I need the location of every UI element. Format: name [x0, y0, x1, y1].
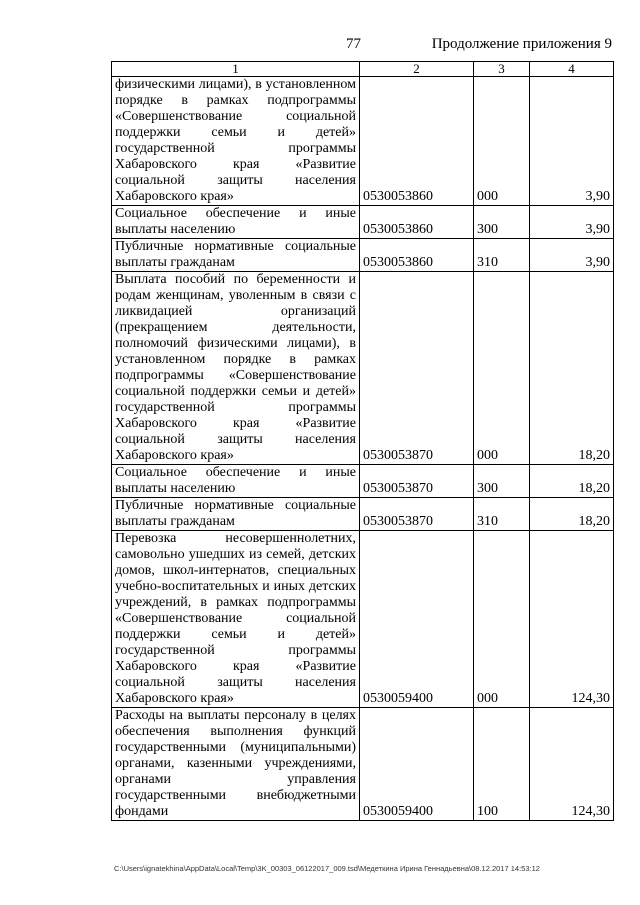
row-description: Публичные нормативные социальные выплаты гражданам [112, 239, 360, 272]
row-target-code: 0530053870 [360, 465, 474, 498]
row-expense-type: 300 [474, 465, 530, 498]
row-amount: 124,30 [530, 708, 614, 821]
row-target-code: 0530053870 [360, 498, 474, 531]
row-description: Перевозка несовершеннолетних, самовольно ушедших из семей, детских домов, школ-интернатов, специальных учебно-воспитательных и иных детских учреждений, в рамках подпрограммы «Совершенствование социальной поддержки семьи и детей» государственной программы Хабаровского края «Развитие социальной защиты населения Хабаровского края» [112, 531, 360, 708]
row-expense-type: 000 [474, 77, 530, 206]
row-expense-type: 310 [474, 498, 530, 531]
column-header: 4 [530, 62, 614, 77]
column-header: 1 [112, 62, 360, 77]
file-path-footer: C:\Users\ignatekhina\AppData\Local\Temp\3K_00303_06122017_009.tsd\Медеткина Ирина Геннадьевна\08.12.2017 14:53:12 [114, 864, 540, 873]
row-amount: 3,90 [530, 206, 614, 239]
row-amount: 124,30 [530, 531, 614, 708]
row-target-code: 0530053870 [360, 272, 474, 465]
row-target-code: 0530059400 [360, 708, 474, 821]
table-row [112, 239, 614, 272]
table-row [112, 77, 614, 206]
row-description: Социальное обеспечение и иные выплаты населению [112, 206, 360, 239]
row-amount: 3,90 [530, 77, 614, 206]
row-expense-type: 000 [474, 531, 530, 708]
table-row [112, 465, 614, 498]
table-row [112, 531, 614, 708]
row-target-code: 0530053860 [360, 77, 474, 206]
page-number: 77 [346, 36, 361, 52]
row-amount: 18,20 [530, 465, 614, 498]
table-row [112, 498, 614, 531]
column-header: 2 [360, 62, 474, 77]
table-header-row [112, 62, 614, 77]
row-description: Социальное обеспечение и иные выплаты населению [112, 465, 360, 498]
row-amount: 18,20 [530, 272, 614, 465]
row-description: Выплата пособий по беременности и родам женщинам, уволенным в связи с ликвидацией организаций (прекращением деятельности, полномочий физическими лицами), в установленном порядке в рамках подпрограммы «Совершенствование социальной поддержки семьи и детей» государственной программы Хабаровского края «Развитие социальной защиты населения Хабаровского края» [112, 272, 360, 465]
row-description: Публичные нормативные социальные выплаты гражданам [112, 498, 360, 531]
row-target-code: 0530053860 [360, 239, 474, 272]
row-description: Расходы на выплаты персоналу в целях обеспечения выполнения функций государственными (муниципальными) органами, казенными учреждениями, органами управления государственными внебюджетными фондами [112, 708, 360, 821]
row-expense-type: 300 [474, 206, 530, 239]
row-expense-type: 100 [474, 708, 530, 821]
row-target-code: 0530053860 [360, 206, 474, 239]
table-row [112, 206, 614, 239]
row-description: физическими лицами), в установленном порядке в рамках подпрограммы «Совершенствование социальной поддержки семьи и детей» государственной программы Хабаровского края «Развитие социальной защиты населения Хабаровского края» [112, 77, 360, 206]
row-amount: 3,90 [530, 239, 614, 272]
budget-table [111, 61, 614, 821]
column-header: 3 [474, 62, 530, 77]
table-row [112, 708, 614, 821]
row-expense-type: 000 [474, 272, 530, 465]
table-row [112, 272, 614, 465]
row-amount: 18,20 [530, 498, 614, 531]
row-expense-type: 310 [474, 239, 530, 272]
row-target-code: 0530059400 [360, 531, 474, 708]
continuation-label: Продолжение приложения 9 [431, 36, 612, 52]
